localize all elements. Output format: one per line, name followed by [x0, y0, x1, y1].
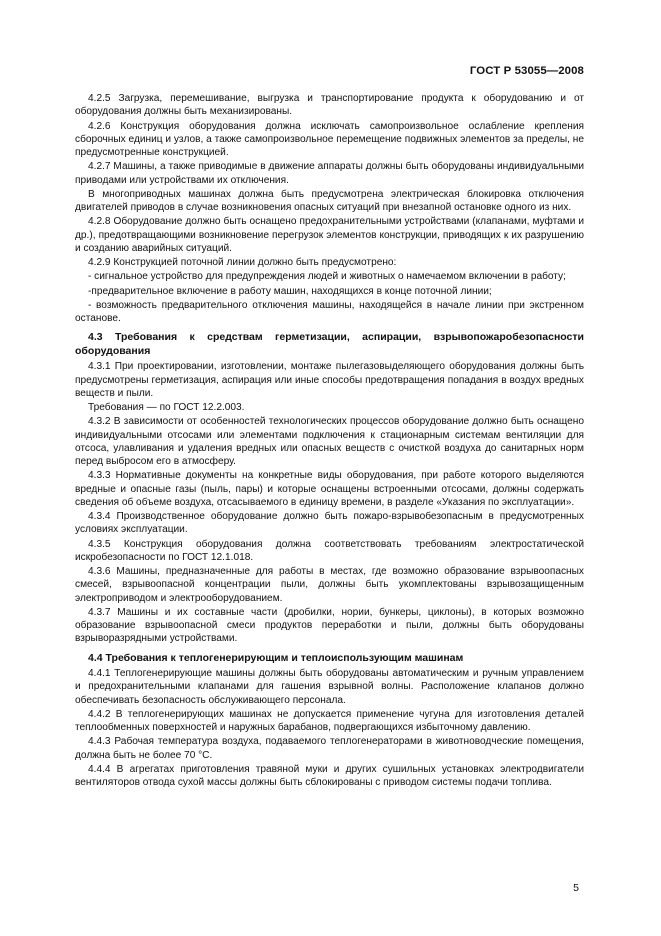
clause-4-3-7: 4.3.7 Машины и их составные части (дробилки, нории, бункеры, циклоны), в которых возможно образование взрывоопасной смеси продуктов переработки и пыли, должны быть оборудованы взрыворазрядными устройствами. — [75, 606, 584, 645]
page-number: 5 — [573, 882, 579, 894]
clause-4-3-2: 4.3.2 В зависимости от особенностей технологических процессов оборудование должно быть оснащено индивидуальными отсосами или элементами подключения к стационарным системам вентиляции для отсоса, улавливания и удаления вредных или опасных веществ с очисткой воздуха до санитарных норм перед выбросом его в атмосферу. — [75, 416, 584, 467]
clause-4-3-1: 4.3.1 При проектировании, изготовлении, монтаже пылегазовыделяющего оборудования должны быть предусмотрены герметизация, аспирация или иные способы предотвращения попадания в воздух вредных веществ и пыли. — [75, 361, 584, 399]
document-body — [75, 92, 584, 790]
clause-4-4-1: 4.4.1 Теплогенерирующие машины должны быть оборудованы автоматическим и ручным управлением и предохранительными клапанами для гашения взрывной волны. Расположение клапанов должно обеспечивать безопасность обслуживающего персонала. — [75, 668, 584, 706]
document-id-header: ГОСТ Р 53055—2008 — [469, 65, 584, 77]
clause-4-3-4: 4.3.4 Производственное оборудование должно быть пожаро-взрывобезопасным в предусмотренных условиях эксплуатации. — [75, 511, 584, 536]
clause-4-2-9: 4.2.9 Конструкцией поточной линии должно быть предусмотрено: — [88, 257, 397, 268]
clause-4-2-8: 4.2.8 Оборудование должно быть оснащено предохранительными устройствами (клапанами, муфтами и др.), предотвращающими возникновение перегрузок элементов конструкции, приводящих к их разрушению и созданию аварийных ситуаций. — [75, 216, 584, 254]
clause-4-3-1-reference: Требования — по ГОСТ 12.2.003. — [88, 402, 245, 413]
clause-4-4-3: 4.4.3 Рабочая температура воздуха, подаваемого теплогенераторами в животноводческие помещения, должна быть не более 70 °С. — [75, 736, 584, 761]
clause-4-2-7: 4.2.7 Машины, а также приводимые в движение аппараты должны быть оборудованы индивидуальными приводами или устройствами их отключения. — [75, 161, 584, 186]
clause-4-3-6: 4.3.6 Машины, предназначенные для работы в местах, где возможно образование взрывоопасных смесей, взрывоопасной концентрации пыли, должны быть укомплектованы взрывозащищенным электроприводом и электрооборудованием. — [75, 566, 584, 604]
clause-4-2-7-continued: В многоприводных машинах должна быть предусмотрена электрическая блокировка отключения двигателей приводов в случае возникновения опасных ситуаций при внезапной остановке одного из них. — [75, 188, 584, 213]
clause-4-3-3: 4.3.3 Нормативные документы на конкретные виды оборудования, при работе которого выделяются вредные и опасные газы (пыль, пары) и которые оснащены встроенными отсосами, должны содержать сведения об объеме воздуха, отсасываемого в единицу времени, в разделе «Указания по эксплуатации». — [75, 470, 584, 508]
clause-4-2-5: 4.2.5 Загрузка, перемешивание, выгрузка и транспортирование продукта к оборудованию и от оборудования должны быть механизированы. — [75, 93, 584, 118]
clause-4-3-5: 4.3.5 Конструкция оборудования должна соответствовать требованиям электростатической искробезопасности по ГОСТ 12.1.018. — [75, 538, 584, 563]
list-item: - сигнальное устройство для предупреждения людей и животных о намечаемом включении в работу; — [88, 271, 566, 283]
list-item: -предварительное включение в работу машин, находящихся в конце поточной линии; — [88, 285, 492, 297]
clause-4-2-6: 4.2.6 Конструкция оборудования должна исключать самопроизвольное ослабление крепления сборочных единиц и узлов, а также самопроизвольное перемещение подвижных элементов за пределы, не предусмотренные конструкцией. — [75, 120, 584, 158]
section-heading-4-3: 4.3 Требования к средствам герметизации, аспирации, взрывопожаробезопасности оборудования — [75, 331, 584, 357]
clause-4-4-4: 4.4.4 В агрегатах приготовления травяной муки и других сушильных установках электродвигатели вентиляторов отвода сухой массы должны быть сблокированы с приводом системы подачи топлива. — [75, 763, 584, 788]
clause-4-4-2: 4.4.2 В теплогенерирующих машинах не допускается применение чугуна для изготовления деталей теплообменных поверхностей и наружных барабанов, подвергающихся избыточному давлению. — [75, 708, 584, 733]
section-heading-4-4: 4.4 Требования к теплогенерирующим и теплоиспользующим машинам — [88, 651, 464, 664]
list-item: - возможность предварительного отключения машины, находящейся в начале линии при экстренном останове. — [75, 299, 584, 324]
